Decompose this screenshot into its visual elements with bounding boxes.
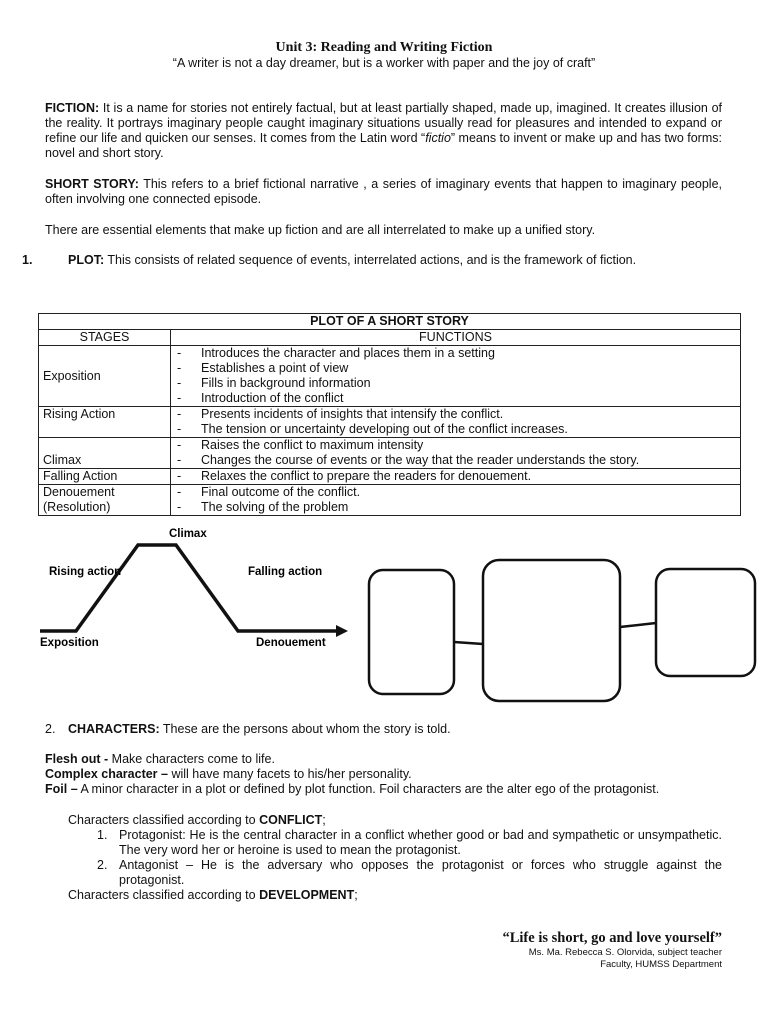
- function-item: - Establishes a point of view: [175, 361, 736, 376]
- function-item: - Raises the conflict to maximum intensity: [175, 438, 736, 453]
- conflict-term: CONFLICT: [259, 813, 323, 827]
- elements-intro: There are essential elements that make up fiction and are all interrelated to make up a unified story.: [45, 223, 596, 237]
- complex-character-definition: [45, 767, 722, 782]
- flesh-out-text: Make characters come to life.: [108, 752, 275, 766]
- conflict-prefix: Characters classified according to: [68, 813, 260, 827]
- stage-cell: Falling Action: [39, 469, 171, 485]
- flesh-out-definition: [45, 752, 722, 767]
- foil-definition: [45, 782, 722, 797]
- complex-term: Complex character –: [45, 767, 168, 781]
- characters-paragraph: [45, 722, 722, 737]
- functions-cell: [171, 346, 741, 407]
- flesh-out-term: Flesh out -: [45, 752, 109, 766]
- plot-table-caption: PLOT OF A SHORT STORY: [39, 314, 741, 330]
- stage-cell: Rising Action: [39, 407, 171, 438]
- conflict-suffix: ;: [322, 813, 326, 827]
- development-term: DEVELOPMENT: [259, 888, 355, 902]
- function-item: - Final outcome of the conflict.: [175, 485, 736, 500]
- organizer-box-center: [483, 560, 620, 701]
- plot-text: This consists of related sequence of events, interrelated actions, and is the framework of fiction.: [104, 253, 637, 267]
- col-functions-header: FUNCTIONS: [171, 330, 741, 346]
- organizer-box-right: [656, 569, 755, 676]
- protagonist-text: Protagonist: He is the central character in a conflict whether good or bad and sympathetic or unsympathetic. The very word her or heroine is used to mean the protagonist.: [119, 828, 722, 857]
- foil-term: Foil –: [45, 782, 78, 796]
- function-item: - Introduces the character and places them in a setting: [175, 346, 736, 361]
- plot-number: 1.: [22, 253, 33, 267]
- functions-cell: [171, 438, 741, 469]
- short-story-term: SHORT STORY:: [45, 177, 139, 191]
- table-row: [39, 438, 741, 469]
- function-item: - The tension or uncertainty developing out of the conflict increases.: [175, 422, 736, 437]
- connector-line: [620, 623, 656, 627]
- teacher-credit: Ms. Ma. Rebecca S. Olorvida, subject teacher: [528, 947, 722, 958]
- unit-title: Unit 3: Reading and Writing Fiction: [275, 40, 493, 55]
- table-row: [39, 407, 741, 438]
- plot-line: [40, 545, 336, 631]
- development-classification: [68, 888, 722, 903]
- function-item: - Changes the course of events or the way that the reader understands the story.: [175, 453, 736, 468]
- plot-paragraph: [22, 253, 722, 268]
- fiction-italic-word: fictio: [425, 131, 451, 145]
- conflict-classification: [68, 813, 722, 828]
- functions-cell: [171, 469, 741, 485]
- short-story-paragraph: [45, 177, 722, 207]
- characters-term: CHARACTERS:: [68, 722, 160, 736]
- function-item: - Presents incidents of insights that intensify the conflict.: [175, 407, 736, 422]
- col-stages-header: STAGES: [39, 330, 171, 346]
- table-row: [39, 485, 741, 516]
- complex-text: will have many facets to his/her personality.: [167, 767, 412, 781]
- characters-number: 2.: [45, 722, 56, 736]
- short-story-text: This refers to a brief fictional narrative , a series of imaginary events that happen to imaginary people, often involving one connected episode.: [45, 177, 722, 206]
- faculty-credit: Faculty, HUMSS Department: [600, 959, 722, 970]
- characters-text: These are the persons about whom the story is told.: [159, 722, 451, 736]
- footer-quote: “Life is short, go and love yourself”: [502, 930, 722, 946]
- development-suffix: ;: [354, 888, 358, 902]
- functions-cell: [171, 407, 741, 438]
- blank-plot-organizer: [365, 556, 760, 706]
- plot-pyramid-diagram: [36, 524, 352, 654]
- falling-action-label: Falling action: [248, 566, 323, 578]
- exposition-label: Exposition: [40, 637, 99, 649]
- fiction-text-1: It is a name for stories not entirely factual, but at least partially shaped, made up, imagined. It creates illusion of the reality. It portrays imaginary people caught imaginary situations usually read for pleasures and intended to expand or refine our life and quicken our senses. It comes from the Latin word “: [45, 101, 722, 145]
- function-item: - Introduction of the conflict: [175, 391, 736, 406]
- list-item: [97, 828, 722, 858]
- list-number: 2.: [97, 858, 108, 872]
- rising-action-label: Rising action: [49, 566, 122, 578]
- function-item: - The solving of the problem: [175, 500, 736, 515]
- table-row: [39, 469, 741, 485]
- foil-text: A minor character in a plot or defined by plot function. Foil characters are the alter ego of the protagonist.: [77, 782, 660, 796]
- fiction-text-2: ” means to invent or make up and has two forms: novel and short story.: [45, 131, 722, 160]
- function-item: - Relaxes the conflict to prepare the readers for denouement.: [175, 469, 736, 484]
- stage-cell: Denouement (Resolution): [39, 485, 171, 516]
- list-number: 1.: [97, 828, 108, 842]
- list-item: [97, 858, 722, 888]
- organizer-box-left: [369, 570, 454, 694]
- function-item: - Fills in background information: [175, 376, 736, 391]
- development-prefix: Characters classified according to: [68, 888, 260, 902]
- fiction-paragraph: [45, 101, 722, 161]
- header-quote: “A writer is not a day dreamer, but is a worker with paper and the joy of craft”: [172, 56, 596, 70]
- stage-cell: Climax: [39, 438, 171, 469]
- stage-cell: Exposition: [39, 346, 171, 407]
- climax-label: Climax: [169, 528, 207, 540]
- connector-line: [454, 642, 483, 644]
- plot-table: [38, 313, 741, 516]
- plot-term: PLOT:: [68, 253, 105, 267]
- functions-cell: [171, 485, 741, 516]
- fiction-term: FICTION:: [45, 101, 100, 115]
- antagonist-text: Antagonist – He is the adversary who opposes the protagonist or forces who struggle against the protagonist.: [119, 858, 722, 887]
- denouement-label: Denouement: [256, 637, 326, 649]
- table-row: [39, 346, 741, 407]
- arrow-head-icon: [336, 625, 348, 637]
